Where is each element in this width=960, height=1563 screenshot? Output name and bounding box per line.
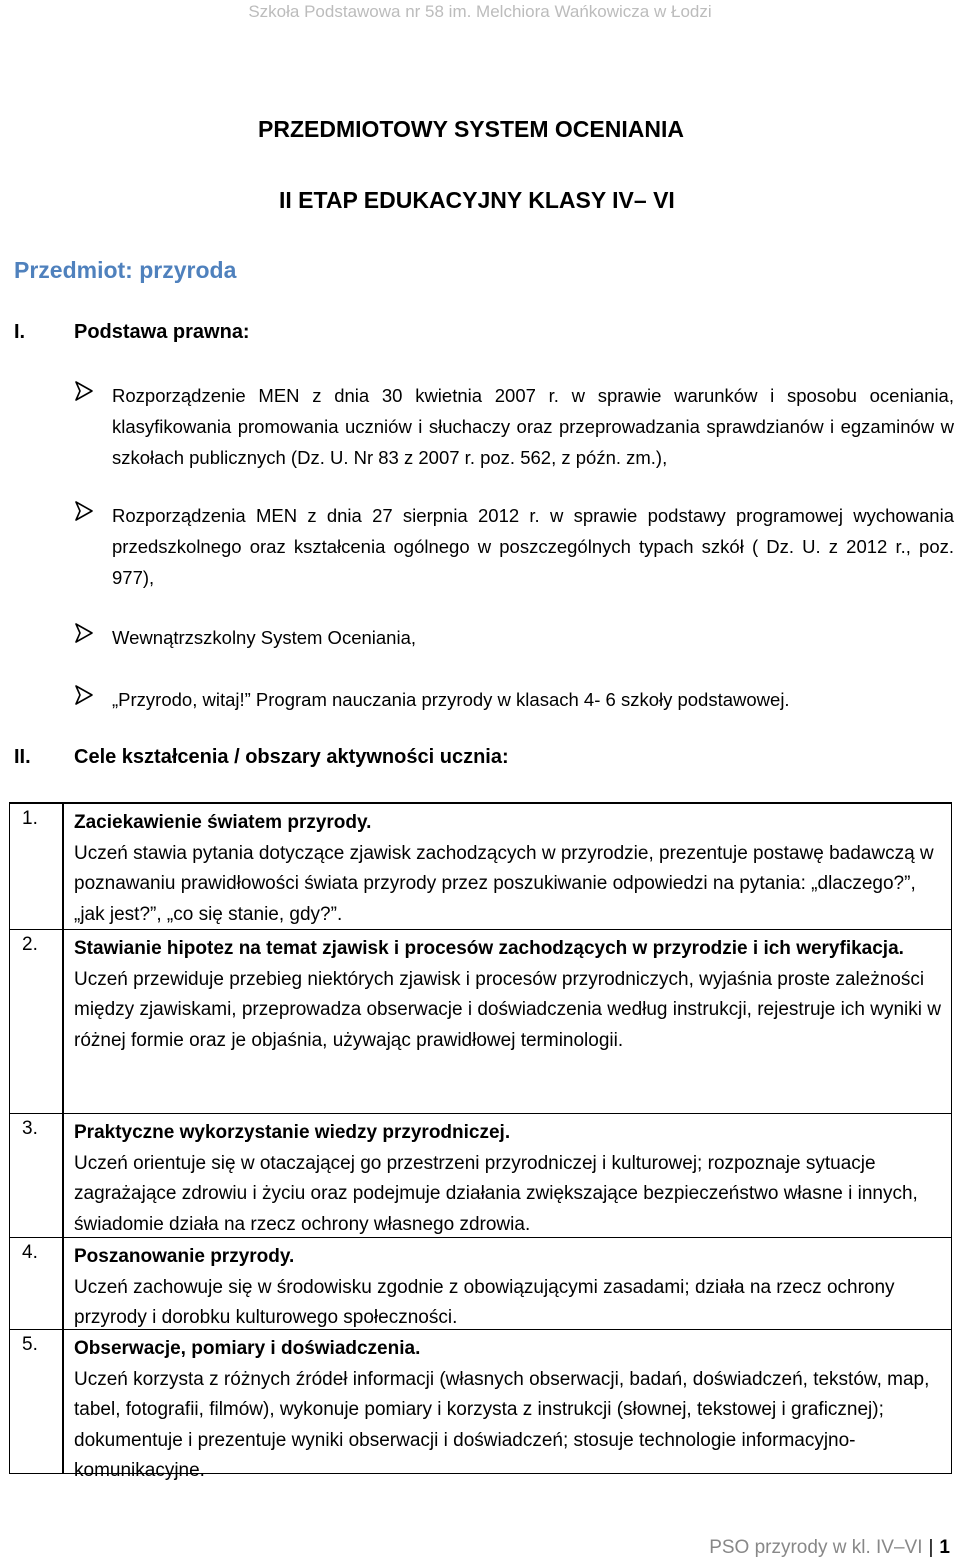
goal-number: 1. [22, 808, 38, 829]
page-footer [709, 1537, 950, 1559]
subject-heading: Przedmiot: przyroda [14, 257, 237, 283]
legal-item [74, 622, 954, 653]
section-1-label: Podstawa prawna: [74, 321, 250, 343]
goal-description: Uczeń zachowuje się w środowisku zgodnie z obowiązującymi zasadami; działa na rzecz ochrony przyrody i dorobku kulturowego społeczności. [74, 1276, 895, 1328]
footer-label: PSO przyrody w kl. IV–VI [709, 1537, 923, 1558]
page-header: Szkoła Podstawowa nr 58 im. Melchiora Wańkowicza w Łodzi [248, 2, 712, 21]
document-subtitle: II ETAP EDUKACYJNY KLASY IV– VI [279, 187, 675, 213]
arrow-bullet-icon [74, 684, 104, 706]
table-row [10, 929, 951, 1114]
goal-cell [74, 808, 944, 930]
document-title: PRZEDMIOTOWY SYSTEM OCENIANIA [258, 116, 684, 142]
goal-title: Stawianie hipotez na temat zjawisk i procesów zachodzących w przyrodzie i ich weryfikacja. [74, 938, 904, 959]
legal-item-text: Wewnątrzszkolny System Oceniania, [112, 627, 416, 648]
goal-title: Praktyczne wykorzystanie wiedzy przyrodniczej. [74, 1122, 511, 1143]
arrow-bullet-icon [74, 380, 104, 402]
goal-number: 2. [22, 934, 38, 955]
goal-number: 4. [22, 1242, 38, 1263]
table-row [10, 1329, 951, 1481]
goal-title: Obserwacje, pomiary i doświadczenia. [74, 1338, 421, 1359]
section-1-heading [14, 321, 614, 349]
table-row [10, 1113, 951, 1238]
goal-description: Uczeń przewiduje przebieg niektórych zjawisk i procesów przyrodniczych, wyjaśnia proste zależności między zjawiskami, przeprowadza obserwacje i doświadczenia według instrukcji, rejestruje ich wyniki w różnej formie oraz je objaśnia, używając prawidłowej terminologii. [74, 968, 941, 1051]
section-2-label: Cele kształcenia / obszary aktywności ucznia: [74, 746, 509, 768]
arrow-bullet-icon [74, 500, 104, 522]
goal-cell [74, 1118, 944, 1240]
goal-description: Uczeń stawia pytania dotyczące zjawisk zachodzących w przyrodzie, prezentuje postawę badawczą w poznawaniu prawidłowości świata przyrody przez poszukiwanie odpowiedzi na pytania: „dlaczego?”, „jak jest?”, „co się stanie, gdy?”. [74, 842, 934, 925]
goal-description: Uczeń orientuje się w otaczającej go przestrzeni przyrodniczej i kulturowej; rozpoznaje sytuacje zagrażające zdrowiu i życiu oraz podejmuje działania zwiększające bezpieczeństwo własne i innych, świadomie działa na rzecz ochrony własnego zdrowia. [74, 1152, 918, 1235]
legal-item-text: Rozporządzenia MEN z dnia 27 sierpnia 2012 r. w sprawie podstawy programowej wychowania przedszkolnego oraz kształcenia ogólnego w poszczególnych typach szkół ( Dz. U. z 2012 r., poz. 977), [112, 505, 954, 588]
goal-cell [74, 1334, 944, 1487]
section-1-number: I. [14, 321, 26, 343]
goals-table [9, 802, 952, 1481]
goal-title: Poszanowanie przyrody. [74, 1246, 295, 1267]
goal-title: Zaciekawienie światem przyrody. [74, 812, 372, 833]
page-number: 1 [939, 1537, 950, 1558]
legal-item [74, 380, 954, 473]
goal-cell [74, 934, 944, 1056]
legal-item-text: Rozporządzenie MEN z dnia 30 kwietnia 2007 r. w sprawie warunków i sposobu oceniania, klasyfikowania promowania uczniów i słuchaczy oraz przeprowadzania sprawdzianów i egzaminów w szkołach publicznych (Dz. U. Nr 83 z 2007 r. poz. 562, z późn. zm.), [112, 385, 954, 468]
goal-number: 3. [22, 1118, 38, 1139]
section-2-number: II. [14, 746, 31, 768]
goal-number: 5. [22, 1334, 38, 1355]
table-row [10, 803, 951, 930]
table-row [10, 1237, 951, 1330]
section-2-heading [14, 746, 714, 774]
legal-item [74, 500, 954, 593]
footer-separator: | [928, 1537, 934, 1558]
goal-description: Uczeń korzysta z różnych źródeł informacji (własnych obserwacji, badań, doświadczeń, tekstów, map, tabel, fotografii, filmów), wykonuje pomiary i korzysta z instrukcji (słownej, tekstowej i graficznej); dokumentuje i prezentuje wyniki obserwacji i doświadczeń; stosuje technologie informacyjno- komunikacyjne. [74, 1368, 930, 1481]
legal-item [74, 684, 954, 715]
goal-cell [74, 1242, 944, 1334]
legal-item-text: „Przyrodo, witaj!” Program nauczania przyrody w klasach 4- 6 szkoły podstawowej. [112, 689, 790, 710]
arrow-bullet-icon [74, 622, 104, 644]
